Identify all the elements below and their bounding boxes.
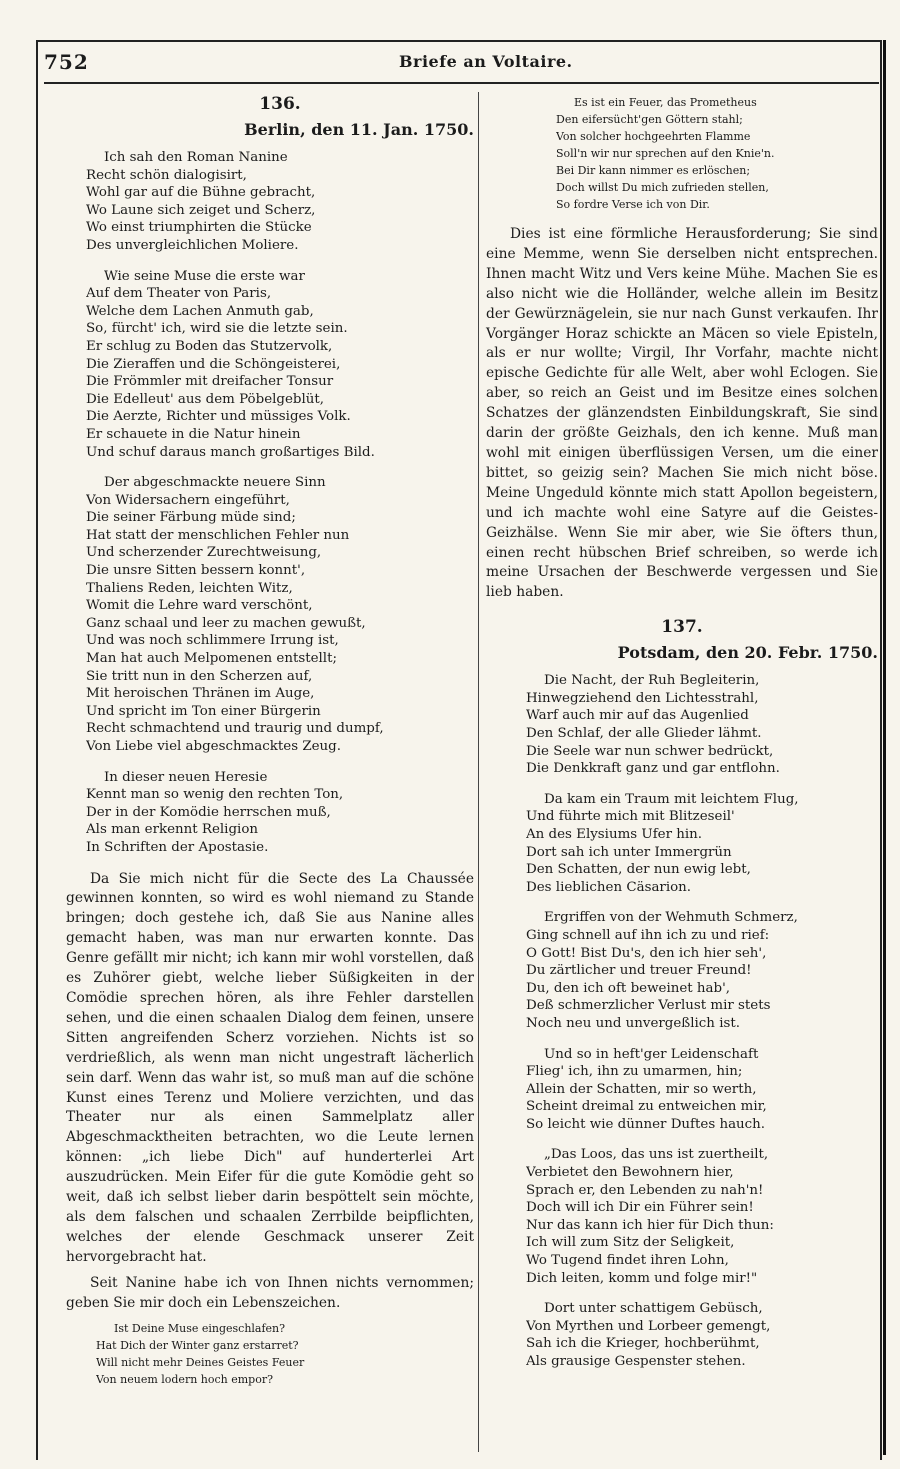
prose-paragraph: Dies ist eine förmliche Herausforderung; Sie sind eine Memme, wenn Sie derselben nicht entsprechen. Ihnen macht Witz und Vers keine Mühe. Machen Sie es also nicht wie die Holländer, welche allein im Besitz der Gewürznägelein, sie nur nach Gunst verkaufen. Ihr Vorgänger Horaz schickte an Mäcen so viele Episteln, als er nur wollte; Virgil, Ihr Vorfahr, machte nicht epische Gedichte für alle Welt, aber wohl Eclogen. Sie aber, so reich an Geist und im Besitze eines solchen Schatzes der glänzendsten Einbildungskraft, Sie sind darin der größte Geizhals, den ich kenne. Muß man wohl mit einigen überflüssigen Versen, um die einer bittet, so geizig sein? Machen Sie mich nicht böse. Meine Ungeduld könnte mich statt Apollon begeistern, und ich machte wohl eine Satyre auf die Geistes-Geizhälse. Wenn Sie mir aber, wie Sie öfters thun, einen recht hübschen Brief schreiben, so werde ich meine Ursachen der Beschwerde vergessen und Sie lieb haben.	[486, 226, 878, 601]
verse-line: Kennt man so wenig den rechten Ton,	[86, 787, 344, 803]
verse-line: Und scherzender Zurechtweisung,	[86, 545, 322, 561]
verse-line: Den Schatten, der nun ewig lebt,	[526, 862, 751, 878]
verse-line: Die Aerzte, Richter und müssiges Volk.	[86, 409, 351, 425]
prose-paragraph: Seit Nanine habe ich von Ihnen nichts vernommen; geben Sie mir doch ein Lebenszeichen.	[66, 1274, 474, 1311]
column-divider	[478, 92, 479, 1452]
verse-line: Verbietet den Bewohnern hier,	[526, 1165, 734, 1181]
verse-line: Wie seine Muse die erste war	[104, 268, 305, 284]
verse-line: Flieg' ich, ihn zu umarmen, hin;	[526, 1064, 743, 1080]
verse-line: Des unvergleichlichen Moliere.	[86, 237, 299, 253]
verse-line: Und führte mich mit Blitzeseil'	[526, 809, 735, 825]
verse-line: Von solcher hochgeehrten Flamme	[556, 130, 751, 143]
verse-line: Er schauete in die Natur hinein	[86, 426, 301, 442]
poem-stanza-1	[86, 149, 474, 255]
verse-line: Die Frömmler mit dreifacher Tonsur	[86, 374, 334, 390]
verse-line: Recht schmachtend und traurig und dumpf,	[86, 721, 384, 737]
verse-line: In dieser neuen Heresie	[104, 769, 268, 785]
verse-line: Und spricht im Ton einer Bürgerin	[86, 703, 321, 719]
verse-line: Recht schön dialogisirt,	[86, 167, 247, 183]
verse-line: Sprach er, den Lebenden zu nah'n!	[526, 1182, 764, 1198]
verse-line: Dich leiten, komm und folge mir!"	[526, 1270, 758, 1286]
poem-stanza-3	[86, 474, 474, 756]
poem-stanza-1	[526, 672, 878, 778]
verse-line: Allein der Schatten, mir so werth,	[526, 1081, 757, 1097]
verse-line: Die Denkkraft ganz und gar entflohn.	[526, 761, 780, 777]
verse-line: Thaliens Reden, leichten Witz,	[86, 580, 293, 596]
verse-line: Bei Dir kann nimmer es erlöschen;	[556, 164, 751, 177]
verse-line: Die seiner Färbung müde sind;	[86, 510, 296, 526]
dateline-137: Potsdam, den 20. Febr. 1750.	[617, 643, 878, 663]
poem-stanza-2	[86, 268, 474, 462]
page-number: 752	[44, 50, 89, 74]
verse-line: Doch will ich Dir ein Führer sein!	[526, 1200, 754, 1216]
verse-line: Er schlug zu Boden das Stutzervolk,	[86, 338, 333, 354]
verse-line: Nur das kann ich hier für Dich thun:	[526, 1217, 774, 1233]
verse-line: Ergriffen von der Wehmuth Schmerz,	[544, 910, 798, 926]
verse-line: So fordre Verse ich von Dir.	[556, 198, 710, 211]
verse-line: Ich sah den Roman Nanine	[104, 150, 288, 165]
poem-stanza-5	[526, 1146, 878, 1287]
verse-line: Sah ich die Krieger, hochberühmt,	[526, 1336, 760, 1352]
verse-line: Soll'n wir nur sprechen auf den Knie'n.	[556, 147, 775, 160]
header-rule	[44, 82, 879, 84]
verse-line: Wohl gar auf die Bühne gebracht,	[86, 185, 316, 201]
running-header	[44, 50, 879, 76]
verse-line: Wo Tugend findet ihren Lohn,	[526, 1253, 729, 1269]
verse-line: Und schuf daraus manch großartiges Bild.	[86, 444, 375, 460]
verse-line: Noch neu und unvergeßlich ist.	[526, 1015, 740, 1031]
verse-line: Scheint dreimal zu entweichen mir,	[526, 1099, 767, 1115]
poem-stanza-4	[86, 769, 474, 857]
verse-line: Die Edelleut' aus dem Pöbelgeblüt,	[86, 391, 325, 407]
small-verse	[96, 1320, 474, 1388]
running-title: Briefe an Voltaire.	[399, 52, 573, 71]
prose-paragraph: Da Sie mich nicht für die Secte des La Chaussée gewinnen konnten, so wird es wohl niemand zu Stande bringen; doch gestehe ich, daß Sie aus Nanine alles gemacht haben, was man nur erwarten konnte. Das Genre gefällt mir nicht; ich kann mir wohl vorstellen, daß es Zuhörer giebt, welche lieber Süßigkeiten in der Comödie sprechen hören, als ihre Fehler darstellen sehen, und die einen schaalen Dialog dem feinen, unsere Sitten angreifenden Scherz vorziehen. Nichts ist so verdrießlich, als wenn man nicht ungestraft lächerlich sein darf. Wenn das wahr ist, so muß man auf die schöne Kunst eines Terenz und Moliere verzichten, und das Theater nur als einen Sammelplatz aller Abgeschmacktheiten betrachten, wo die Leute lernen können: „ich liebe Dich" auf hunderterlei Art auszudrücken. Mein Eifer für die gute Komödie geht so weit, daß ich selbst lieber darin bespöttelt sein möchte, als dem falschen und schaalen Zerrbilde beipflichten, welches der elende Geschmack unserer Zeit hervorgebracht hat.	[66, 870, 474, 1265]
verse-line: Die Zieraffen und die Schöngeisterei,	[86, 356, 341, 372]
verse-line: Und was noch schlimmere Irrung ist,	[86, 633, 339, 649]
verse-line: Als grausige Gespenster stehen.	[526, 1354, 746, 1369]
verse-line: Will nicht mehr Deines Geistes Feuer	[96, 1355, 305, 1369]
verse-line: Als man erkennt Religion	[86, 822, 259, 838]
verse-line: Hinwegziehend den Lichtesstrahl,	[526, 690, 759, 706]
letter-number-137: 137.	[661, 617, 703, 638]
poem-stanza-4	[526, 1046, 878, 1134]
verse-line: Es ist ein Feuer, das Prometheus	[574, 96, 757, 109]
verse-line: Welche dem Lachen Anmuth gab,	[86, 303, 314, 319]
verse-line: „Das Loos, das uns ist zuertheilt,	[544, 1147, 769, 1163]
verse-line: Den eifersücht'gen Göttern stahl;	[556, 113, 743, 126]
verse-line: Du zärtlicher und treuer Freund!	[526, 963, 752, 979]
verse-line: Ist Deine Muse eingeschlafen?	[114, 1321, 286, 1335]
verse-line: Wo Laune sich zeiget und Scherz,	[86, 202, 316, 218]
page-edge-line	[883, 40, 886, 1455]
verse-line: Der abgeschmackte neuere Sinn	[104, 475, 326, 491]
verse-line: Dort unter schattigem Gebüsch,	[544, 1301, 763, 1317]
verse-line: Ich will zum Sitz der Seligkeit,	[526, 1235, 735, 1251]
verse-line: Von Myrthen und Lorbeer gemengt,	[526, 1318, 771, 1334]
verse-line: Da kam ein Traum mit leichtem Flug,	[544, 791, 799, 807]
verse-line: Von Widersachern eingeführt,	[86, 492, 290, 508]
verse-line: Du, den ich oft beweinet hab',	[526, 980, 731, 996]
verse-line: Sie tritt nun in den Scherzen auf,	[86, 668, 313, 684]
left-column	[66, 90, 474, 1388]
poem-stanza-6	[526, 1300, 878, 1370]
verse-line: Hat Dich der Winter ganz erstarret?	[96, 1338, 299, 1352]
letter-number-136: 136.	[259, 94, 301, 114]
verse-line: Deß schmerzlicher Verlust mir stets	[526, 998, 771, 1014]
verse-line: Womit die Lehre ward verschönt,	[86, 598, 313, 614]
verse-line: Der in der Komödie herrschen muß,	[86, 804, 331, 820]
verse-line: Die Nacht, der Ruh Begleiterin,	[544, 673, 760, 689]
verse-line: So, fürcht' ich, wird sie die letzte sein.	[86, 321, 348, 337]
right-column	[486, 90, 878, 1384]
verse-line: In Schriften der Apostasie.	[86, 839, 269, 855]
verse-line: Ging schnell auf ihn ich zu und rief:	[526, 927, 770, 943]
verse-line: Die Seele war nun schwer bedrückt,	[526, 743, 774, 759]
verse-line: Die unsre Sitten bessern konnt',	[86, 563, 306, 579]
verse-line: Man hat auch Melpomenen entstellt;	[86, 651, 337, 667]
poem-stanza-3	[526, 909, 878, 1032]
verse-line: Ganz schaal und leer zu machen gewußt,	[86, 615, 366, 631]
verse-line: Doch willst Du mich zufrieden stellen,	[556, 181, 769, 194]
verse-line: Warf auch mir auf das Augenlied	[526, 708, 749, 724]
dateline-136: Berlin, den 11. Jan. 1750.	[244, 120, 474, 139]
verse-line: Mit heroischen Thränen im Auge,	[86, 686, 315, 702]
verse-line: Hat statt der menschlichen Fehler nun	[86, 527, 350, 543]
verse-line: Und so in heft'ger Leidenschaft	[544, 1046, 759, 1062]
verse-line: Von neuem lodern hoch empor?	[96, 1372, 273, 1386]
verse-line: So leicht wie dünner Duftes hauch.	[526, 1116, 766, 1132]
verse-line: Den Schlaf, der alle Glieder lähmt.	[526, 726, 762, 741]
verse-line: O Gott! Bist Du's, den ich hier seh',	[526, 945, 767, 961]
verse-line: Von Liebe viel abgeschmacktes Zeug.	[86, 739, 342, 754]
verse-line: An des Elysiums Ufer hin.	[526, 826, 703, 842]
verse-line: Wo einst triumphirten die Stücke	[86, 220, 312, 236]
poem-stanza-2	[526, 791, 878, 897]
verse-line: Des lieblichen Cäsarion.	[526, 879, 692, 895]
verse-line: Auf dem Theater von Paris,	[86, 286, 272, 302]
small-verse	[556, 94, 878, 213]
verse-line: Dort sah ich unter Immergrün	[526, 844, 732, 860]
